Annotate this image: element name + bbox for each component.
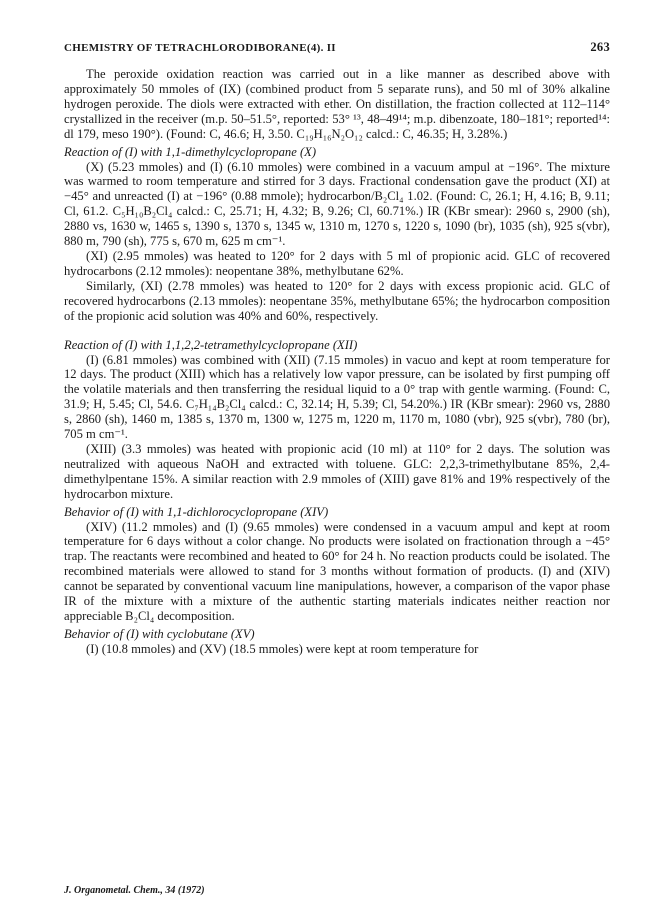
page-number: 263: [590, 40, 610, 54]
paragraph: (XIV) (11.2 mmoles) and (I) (9.65 mmoles) were condensed in a vacuum ampul and kept at room temperature for 6 days without a color change. No products were isolated on fractionation through a −45° trap. The reactants were recombined and heated to 60° for 24 h. No reaction products could be isolated. The recombined materials were allowed to stand for 3 months without formation of products. (I) and (XIV) cannot be separated by conventional vacuum line manipulations, however, a comparison of the vapor phase IR of the mixture with a mixture of the authentic starting materials indicates neither reaction nor appreciable B₂Cl₄ decomposition.: [64, 519, 610, 623]
running-title: CHEMISTRY OF TETRACHLORODIBORANE(4). II: [64, 42, 336, 54]
paragraph: (I) (6.81 mmoles) was combined with (XII) (7.15 mmoles) in vacuo and kept at room temperature for 12 days. The product (XIII) which has a relatively low vapor pressure, can be isolated by first pumping off the volatile materials and then transferring the residual liquid to a 0° trap with gentle warming. (Found: C, 31.9; H, 5.45; Cl, 54.6. C₇H₁₄B₂Cl₄ calcd.: C, 32.14; H, 5.39; Cl, 54.20%.) IR (KBr smear): 2960 vs, 2880 s, 2860 (sh), 1460 m, 1385 s, 1370 m, 1300 w, 1275 m, 1220 m, 1170 m, 1080 (vbr), 925 s(vbr), 780 (br), 705 m cm⁻¹.: [64, 352, 610, 442]
running-header: [64, 40, 610, 55]
paragraph: (XI) (2.95 mmoles) was heated to 120° for 2 days with 5 ml of propionic acid. GLC of recovered hydrocarbons (2.12 mmoles): neopentane 38%, methylbutane 62%.: [64, 248, 610, 278]
paragraph: Similarly, (XI) (2.78 mmoles) was heated to 120° for 2 days with excess propionic acid. GLC of recovered hydrocarbons (2.13 mmoles): neopentane 35%, methylbutane 65%; the hydrocarbon composition of the propionic acid solution was 40% and 60%, respectively.: [64, 278, 610, 323]
section-heading: Behavior of (I) with 1,1-dichlorocyclopropane (XIV): [64, 504, 329, 519]
journal-citation: J. Organometal. Chem., 34 (1972): [64, 885, 205, 896]
section-heading: Behavior of (I) with cyclobutane (XV): [64, 626, 255, 641]
section-heading: Reaction of (I) with 1,1-dimethylcyclopropane (X): [64, 144, 317, 159]
page: [64, 40, 610, 657]
section-heading: Reaction of (I) with 1,1,2,2-tetramethylcyclopropane (XII): [64, 337, 358, 352]
paragraph: (I) (10.8 mmoles) and (XV) (18.5 mmoles) were kept at room temperature for: [86, 641, 479, 656]
paragraph: (XIII) (3.3 mmoles) was heated with propionic acid (10 ml) at 110° for 2 days. The solution was neutralized with aqueous NaOH and extracted with toluene. GLC: 2,2,3-trimethylbutane 85%, 2,4-dimethylpentane 15%. A similar reaction with 2.9 mmoles of (XIII) gave 81% and 19% respectively of the hydrocarbon mixture.: [64, 441, 610, 501]
paragraph: (X) (5.23 mmoles) and (I) (6.10 mmoles) were combined in a vacuum ampul at −196°. The mixture was warmed to room temperature and stirred for 3 days. Fractional condensation gave the product (XI) at −45° and unreacted (I) at −196° (0.88 mmole); hydrocarbon/B₂Cl₄ 1.02. (Found: C, 26.1; H, 4.16; B, 9.11; Cl, 61.2. C₅H₁₀B₂Cl₄ calcd.: C, 25.71; H, 4.32; B, 9.26; Cl, 60.71%.) IR (KBr smear): 2960 s, 2900 (sh), 2880 vs, 1630 w, 1465 s, 1390 s, 1370 s, 1345 w, 1310 m, 1270 s, 1220 s, 1090 (br), 1035 (sh), 925 s(vbr), 880 m, 790 (sh), 775 s, 670 m, 625 m cm⁻¹.: [64, 159, 610, 249]
paragraph: The peroxide oxidation reaction was carried out in a like manner as described above with approximately 50 mmoles of (IX) (combined product from 5 separate runs), and 50 ml of 30% alkaline hydrogen peroxide. The diols were extracted with ether. On distillation, the fraction collected at 112–114° crystallized in the receiver (m.p. 50–51.5°, reported: 53° ¹³, 48–49¹⁴; m.p. dibenzoate, 180–181°; reported¹⁴: dl 179, meso 190°). (Found: C, 46.6; H, 3.50. C₁₉H₁₆N₂O₁₂ calcd.: C, 46.35; H, 3.28%.): [64, 67, 610, 141]
